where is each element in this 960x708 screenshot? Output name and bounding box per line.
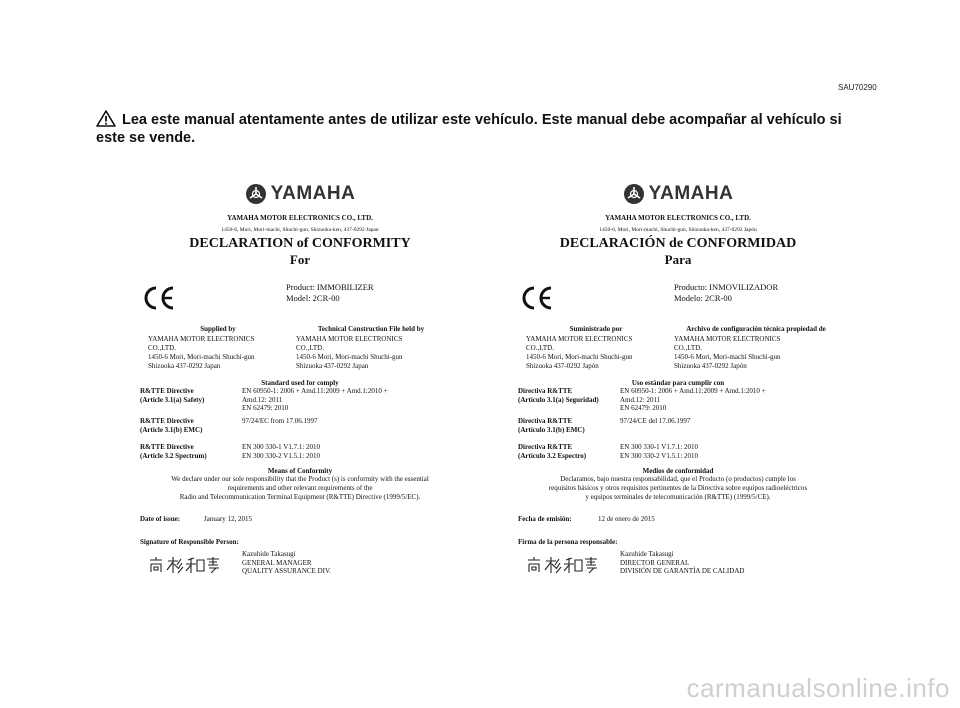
article-label: (Artículo 3.1(a) Seguridad) <box>518 395 599 404</box>
signatory-division: QUALITY ASSURANCE DIV. <box>242 567 331 575</box>
article-label: (Artículo 3.2 Espectro) <box>518 451 587 460</box>
supplied-line: Shizuoka 437-0292 Japón <box>526 362 599 370</box>
declaration-english <box>140 180 460 584</box>
standard-value: EN 62479: 2010 <box>242 404 289 412</box>
product-row <box>140 280 460 320</box>
standard-value: EN 62479: 2010 <box>620 404 667 412</box>
signature-block <box>140 550 460 584</box>
logo-wordmark: YAMAHA <box>270 183 356 204</box>
standard-value: EN 300 330-1 V1.7.1: 2010 <box>620 443 699 451</box>
date-label: Fecha de emisión: <box>518 515 572 523</box>
company-address: 1450-6, Mori, Mori-machi, Shuchi-gun, Shizuoka-ken, 437-0292 Japan <box>221 227 379 233</box>
means-line: requisitos básicos y otros requisitos pertinentes de la Directiva sobre equipos radioeléctricos <box>548 484 808 492</box>
warning-icon <box>96 110 116 127</box>
means-line: Radio and Telecommunication Terminal Equipment (R&TTE) Directive (1999/5/EC). <box>179 493 421 501</box>
tech-file-line: CO.,LTD. <box>674 344 702 352</box>
standard-row-emc <box>518 417 838 443</box>
product-name: Producto: INMOVILIZADOR <box>674 282 779 292</box>
standard-value: EN 300 330-2 V1.5.1: 2010 <box>620 451 699 460</box>
article-label: (Article 3.2 Spectrum) <box>140 451 207 460</box>
supplier-section <box>140 325 460 377</box>
directive-label: Directiva R&TTE <box>518 417 573 425</box>
supplied-heading: Suministrado por <box>569 325 623 333</box>
product-row <box>518 280 838 320</box>
supplied-line: YAMAHA MOTOR ELECTRONICS <box>526 335 633 343</box>
date-value: 12 de enero de 2015 <box>598 515 655 523</box>
standards-heading: Uso estándar para cumplir con <box>631 379 725 387</box>
standard-row-safety <box>140 387 460 417</box>
date-label: Date of issue: <box>140 515 181 523</box>
tech-file-heading: Archivo de configuración técnica propiedad de <box>686 325 826 333</box>
for-label: For <box>289 252 311 267</box>
document-code: SAU70290 <box>838 83 877 92</box>
supplied-line: CO.,LTD. <box>526 344 554 352</box>
directive-label: R&TTE Directive <box>140 443 194 451</box>
tech-file-line: Shizuoka 437-0292 Japón <box>674 362 747 370</box>
date-row <box>518 515 838 538</box>
signatory-title: DIRECTOR GENERAL <box>620 558 690 567</box>
signature-heading: Firma de la persona responsable: <box>518 538 618 546</box>
signatory-division: DIVISIÓN DE GARANTÍA DE CALIDAD <box>620 567 745 575</box>
directive-label: R&TTE Directive <box>140 387 194 395</box>
ce-mark-icon <box>518 285 554 311</box>
for-label: Para <box>664 252 692 267</box>
company-name: YAMAHA MOTOR ELECTRONICS CO., LTD. <box>605 214 751 222</box>
means-text <box>518 475 838 515</box>
date-row <box>140 515 460 538</box>
tech-file-line: Shizuoka 437-0292 Japan <box>296 362 369 370</box>
declaration-spanish <box>518 180 838 584</box>
supplied-line: YAMAHA MOTOR ELECTRONICS <box>148 335 255 343</box>
standard-row-spectrum <box>518 443 838 465</box>
means-heading: Means of Conformity <box>267 467 333 475</box>
article-label: (Article 3.1(a) Safety) <box>140 395 205 404</box>
means-line: Declaramos, bajo nuestra responsabilidad, que el Producto (o productos) cumple los <box>560 475 796 483</box>
signatory-name: Kazuhide Takasugi <box>242 550 296 558</box>
supplied-line: 1450-6 Mori, Mori-machi Shuchi-gun <box>526 353 633 361</box>
supplier-section <box>518 325 838 377</box>
standard-value: Amd.12: 2011 <box>620 395 661 404</box>
tech-file-heading: Technical Construction File held by <box>317 325 425 333</box>
directive-label: R&TTE Directive <box>140 417 194 425</box>
standard-value: EN 300 330-2 V1.5.1: 2010 <box>242 451 321 460</box>
signatory-title: GENERAL MANAGER <box>242 558 312 567</box>
directive-label: Directiva R&TTE <box>518 443 573 451</box>
company-address: 1450-6, Mori, Mori-machi, Shuchi-gun, Shizuoka-ken, 437-0292 Japón <box>599 227 757 233</box>
model-number: Modelo: 2CR-00 <box>674 293 732 303</box>
signature-heading: Signature of Responsible Person: <box>140 538 239 546</box>
logo-wordmark: YAMAHA <box>648 183 734 204</box>
article-label: (Article 3.1(b) EMC) <box>140 425 203 434</box>
tuning-fork-emblem-icon <box>623 183 645 205</box>
ce-mark-icon <box>140 285 176 311</box>
standard-row-emc <box>140 417 460 443</box>
standard-value: EN 300 330-1 V1.7.1: 2010 <box>242 443 321 451</box>
standard-value: 97/24/CE del 17.06.1997 <box>620 417 691 425</box>
watermark-text: carmanualsonline.info <box>686 673 950 703</box>
article-label: (Artículo 3.1(b) EMC) <box>518 425 585 434</box>
tech-file-line: CO.,LTD. <box>296 344 324 352</box>
supplied-line: Shizuoka 437-0292 Japan <box>148 362 221 370</box>
signature-image <box>148 556 222 574</box>
warning-notice <box>96 110 866 147</box>
company-name: YAMAHA MOTOR ELECTRONICS CO., LTD. <box>227 214 373 222</box>
tech-file-line: YAMAHA MOTOR ELECTRONICS <box>674 335 781 343</box>
signatory-name: Kazuhide Takasugi <box>620 550 674 558</box>
signature-block <box>518 550 838 584</box>
standard-value: EN 60950-1: 2006 + Amd.11:2009 + Amd.1:2010 + <box>242 387 388 395</box>
warning-text: Lea este manual atentamente antes de utilizar este vehículo. Este manual debe acompañar al vehículo si este se vende. <box>96 112 842 146</box>
date-value: January 12, 2015 <box>204 515 253 523</box>
means-line: requirements and other relevant requirements of the <box>227 484 373 492</box>
means-text <box>140 475 460 515</box>
means-line: We declare under our sole responsibility that the Product (s) is conformity with the essential <box>171 475 429 483</box>
standard-row-spectrum <box>140 443 460 465</box>
supplied-line: CO.,LTD. <box>148 344 176 352</box>
tech-file-line: 1450-6 Mori, Mori-machi Shuchi-gun <box>296 353 403 361</box>
yamaha-logo <box>518 180 838 208</box>
tuning-fork-emblem-icon <box>245 183 267 205</box>
standard-value: Amd.12: 2011 <box>242 395 283 404</box>
supplied-heading: Supplied by <box>200 325 236 333</box>
standard-value: 97/24/EC from 17.06.1997 <box>242 417 318 425</box>
directive-label: Directiva R&TTE <box>518 387 573 395</box>
declaration-title: DECLARATION of CONFORMITY <box>189 236 411 251</box>
means-line: y equipos terminales de telecomunicación (R&TTE) (1999/5/CE). <box>585 493 771 501</box>
model-number: Model: 2CR-00 <box>286 293 340 303</box>
declaration-title: DECLARACIÓN de CONFORMIDAD <box>559 236 797 251</box>
yamaha-logo <box>140 180 460 208</box>
standard-value: EN 60950-1: 2006 + Amd.11:2009 + Amd.1:2010 + <box>620 387 766 395</box>
product-name: Product: IMMOBILIZER <box>286 282 374 292</box>
standards-heading: Standard used for comply <box>261 379 339 387</box>
means-heading: Medios de conformidad <box>642 467 714 475</box>
signature-image <box>526 556 600 574</box>
standard-row-safety <box>518 387 838 417</box>
tech-file-line: YAMAHA MOTOR ELECTRONICS <box>296 335 403 343</box>
tech-file-line: 1450-6 Mori, Mori-machi Shuchi-gun <box>674 353 781 361</box>
supplied-line: 1450-6 Mori, Mori-machi Shuchi-gun <box>148 353 255 361</box>
